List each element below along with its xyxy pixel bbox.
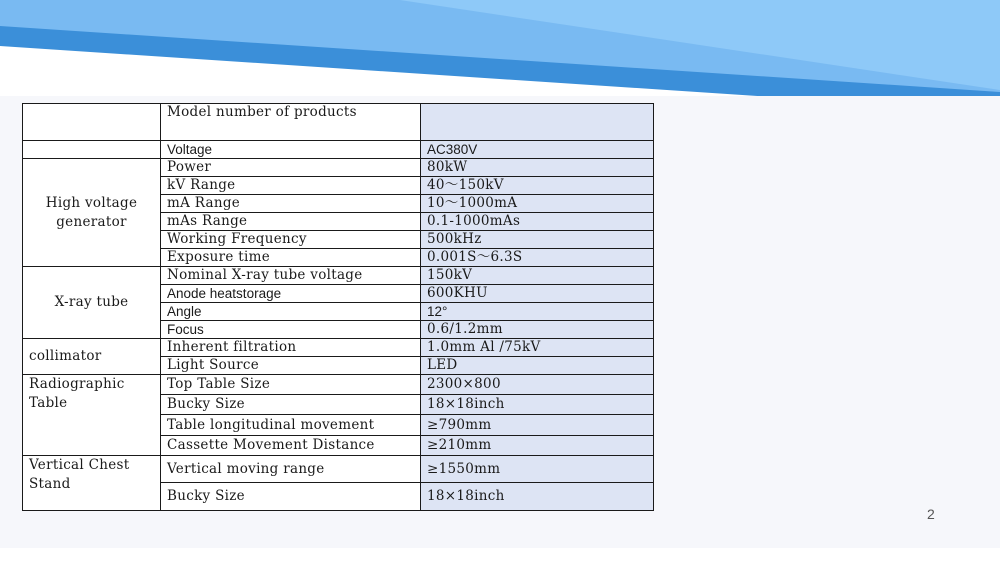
value-cell: LED <box>421 357 654 375</box>
value-cell: 600KHU <box>421 285 654 303</box>
category-label: Radiographic Table <box>29 376 125 411</box>
category-label: collimator <box>29 348 102 364</box>
param-cell: Exposure time <box>161 249 421 267</box>
value-cell: 12° <box>421 303 654 321</box>
category-label: High voltage generator <box>45 194 138 230</box>
value-cell: 40～150kV <box>421 177 654 195</box>
table-row <box>23 456 654 483</box>
value-cell: 18×18inch <box>421 395 654 415</box>
category-label: Vertical Chest Stand <box>29 457 130 492</box>
table-row <box>23 375 654 395</box>
param-cell: Anode heatstorage <box>161 285 421 303</box>
table-row <box>23 104 654 141</box>
param-cell: kV Range <box>161 177 421 195</box>
param-cell: Power <box>161 159 421 177</box>
value-cell: ≥790mm <box>421 415 654 436</box>
param-cell: mA Range <box>161 195 421 213</box>
param-cell: Inherent filtration <box>161 339 421 357</box>
param-cell: Top Table Size <box>161 375 421 395</box>
value-cell: ≥1550mm <box>421 456 654 483</box>
param-cell: mAs Range <box>161 213 421 231</box>
category-high-voltage-generator <box>23 159 161 267</box>
page-number: 2 <box>927 506 935 522</box>
param-cell: Angle <box>161 303 421 321</box>
value-cell: 80kW <box>421 159 654 177</box>
value-cell: 10～1000mA <box>421 195 654 213</box>
value-cell: 0.6/1.2mm <box>421 321 654 339</box>
category-label: X-ray tube <box>54 294 129 310</box>
category-vertical-chest-stand <box>23 456 161 511</box>
table-row <box>23 159 654 177</box>
param-cell: Table longitudinal movement <box>161 415 421 436</box>
spec-table <box>22 103 654 511</box>
header-category-cell <box>23 104 161 141</box>
header-model-value <box>421 104 654 141</box>
param-cell: Bucky Size <box>161 395 421 415</box>
param-cell: Working Frequency <box>161 231 421 249</box>
value-cell: 18×18inch <box>421 483 654 511</box>
param-cell: Focus <box>161 321 421 339</box>
value-voltage: AC380V <box>421 141 654 159</box>
voltage-category-cell <box>23 141 161 159</box>
param-cell: Nominal X-ray tube voltage <box>161 267 421 285</box>
param-voltage: Voltage <box>161 141 421 159</box>
param-cell: Vertical moving range <box>161 456 421 483</box>
param-cell: Cassette Movement Distance <box>161 436 421 456</box>
value-cell: 150kV <box>421 267 654 285</box>
table-row <box>23 141 654 159</box>
value-cell: 0.1-1000mAs <box>421 213 654 231</box>
value-cell: 0.001S～6.3S <box>421 249 654 267</box>
category-x-ray-tube <box>23 267 161 339</box>
category-radiographic-table <box>23 375 161 456</box>
header-model-label: Model number of products <box>161 104 421 141</box>
value-cell: 2300×800 <box>421 375 654 395</box>
param-cell: Light Source <box>161 357 421 375</box>
table-row <box>23 267 654 285</box>
param-cell: Bucky Size <box>161 483 421 511</box>
value-cell: ≥210mm <box>421 436 654 456</box>
table-row <box>23 339 654 357</box>
category-collimator <box>23 339 161 375</box>
value-cell: 500kHz <box>421 231 654 249</box>
value-cell: 1.0mm Al /75kV <box>421 339 654 357</box>
